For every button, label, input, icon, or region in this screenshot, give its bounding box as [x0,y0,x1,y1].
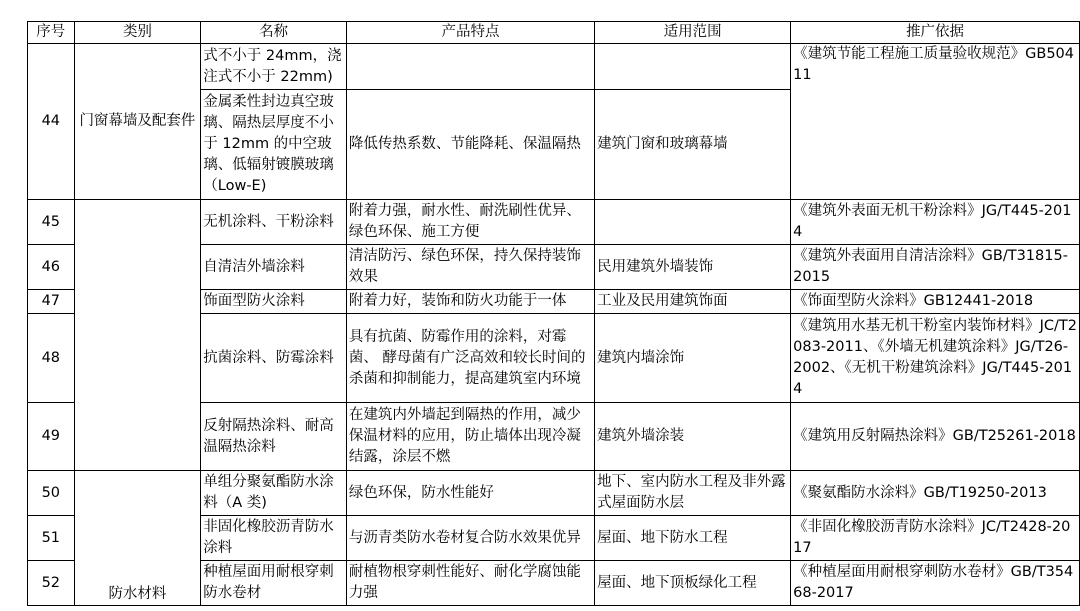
table-header-row [28,22,1080,44]
row-50-basis: 《聚氨酯防水涂料》GB/T19250-2013 [791,471,1080,516]
row-47-basis: 《饰面型防火涂料》GB12441-2018 [791,290,1080,314]
header-category: 类别 [74,22,201,44]
row-48-name: 抗菌涂料、防霉涂料 [201,314,347,403]
row-47-scope: 工业及民用建筑饰面 [595,290,791,314]
row-47-feature: 附着力好，装饰和防火功能于一体 [346,290,594,314]
row-50-feature: 绿色环保，防水性能好 [346,471,594,516]
row-44b-name: 金属柔性封边真空玻璃、隔热层厚度不小于 12mm 的中空玻璃、低辐射镀膜玻璃（Low-E) [201,90,347,200]
header-name: 名称 [201,22,347,44]
row-51-no: 51 [28,516,75,561]
row-50-no: 50 [28,471,75,516]
table-row [28,471,1080,516]
row-52-name: 种植屋面用耐根穿刺防水卷材 [201,561,347,606]
row-48-scope: 建筑内墙涂饰 [595,314,791,403]
row-48-feature: 具有抗菌、防霉作用的涂料，对霉菌、 酵母菌有广泛高效和较长时间的杀菌和抑制能力，提高建筑室内环境 [346,314,594,403]
row-49-basis: 《建筑用反射隔热涂料》GB/T25261-2018 [791,403,1080,471]
row-46-no: 46 [28,245,75,290]
row-44a-name: 式不小于 24mm，浇注式不小于 22mm) [201,44,347,90]
row-45-no: 45 [28,200,75,245]
row-51-basis: 《非固化橡胶沥青防水涂料》JC/T2428-2017 [791,516,1080,561]
row-52-category: 防水材料 [74,471,201,606]
row-49-scope: 建筑外墙涂装 [595,403,791,471]
row-47-no: 47 [28,290,75,314]
table-row [28,44,1080,90]
row-46-feature: 清洁防污、绿色环保，持久保持装饰效果 [346,245,594,290]
row-44-no: 44 [28,44,75,200]
header-no: 序号 [28,22,75,44]
row-44a-feature [346,44,594,90]
row-49-no: 49 [28,403,75,471]
row-50-scope: 地下、室内防水工程及非外露式屋面防水层 [595,471,791,516]
row-50-name: 单组分聚氨酯防水涂料（A 类) [201,471,347,516]
header-basis: 推广依据 [791,22,1080,44]
row-52-scope: 屋面、地下顶板绿化工程 [595,561,791,606]
table-row [28,200,1080,245]
row-51-scope: 屋面、地下防水工程 [595,516,791,561]
row-44a-scope [595,44,791,90]
row-46-name: 自清洁外墙涂料 [201,245,347,290]
row-44-category: 门窗幕墙及配套件 [74,44,201,200]
row-52-basis: 《种植屋面用耐根穿刺防水卷材》GB/T35468-2017 [791,561,1080,606]
header-feature: 产品特点 [346,22,594,44]
coatings-category-cell [74,200,201,471]
row-52-no: 52 [28,561,75,606]
header-scope: 适用范围 [595,22,791,44]
row-46-scope: 民用建筑外墙装饰 [595,245,791,290]
row-51-feature: 与沥青类防水卷材复合防水效果优异 [346,516,594,561]
row-46-basis: 《建筑外表面用自清洁涂料》GB/T31815-2015 [791,245,1080,290]
row-49-name: 反射隔热涂料、耐高温隔热涂料 [201,403,347,471]
product-table [27,21,1080,606]
row-49-feature: 在建筑内外墙起到隔热的作用，减少保温材料的应用，防止墙体出现冷凝结露，涂层不燃 [346,403,594,471]
row-45-scope [595,200,791,245]
row-48-basis: 《建筑用水基无机干粉室内装饰材料》JC/T2083-2011、《外墙无机建筑涂料》JG/T26-2002、《无机干粉建筑涂料》JG/T445-2014 [791,314,1080,403]
row-48-no: 48 [28,314,75,403]
row-44b-feature: 降低传热系数、节能降耗、保温隔热 [346,90,594,200]
row-52-feature: 耐植物根穿刺性能好、耐化学腐蚀能力强 [346,561,594,606]
row-45-name: 无机涂料、干粉涂料 [201,200,347,245]
row-47-name: 饰面型防火涂料 [201,290,347,314]
row-45-basis: 《建筑外表面无机干粉涂料》JG/T445-2014 [791,200,1080,245]
row-44b-scope: 建筑门窗和玻璃幕墙 [595,90,791,200]
row-51-name: 非固化橡胶沥青防水涂料 [201,516,347,561]
row-44-basis: 《建筑节能工程施工质量验收规范》GB50411 [791,44,1080,200]
row-45-feature: 附着力强，耐水性、耐洗刷性优异、绿色环保、施工方便 [346,200,594,245]
